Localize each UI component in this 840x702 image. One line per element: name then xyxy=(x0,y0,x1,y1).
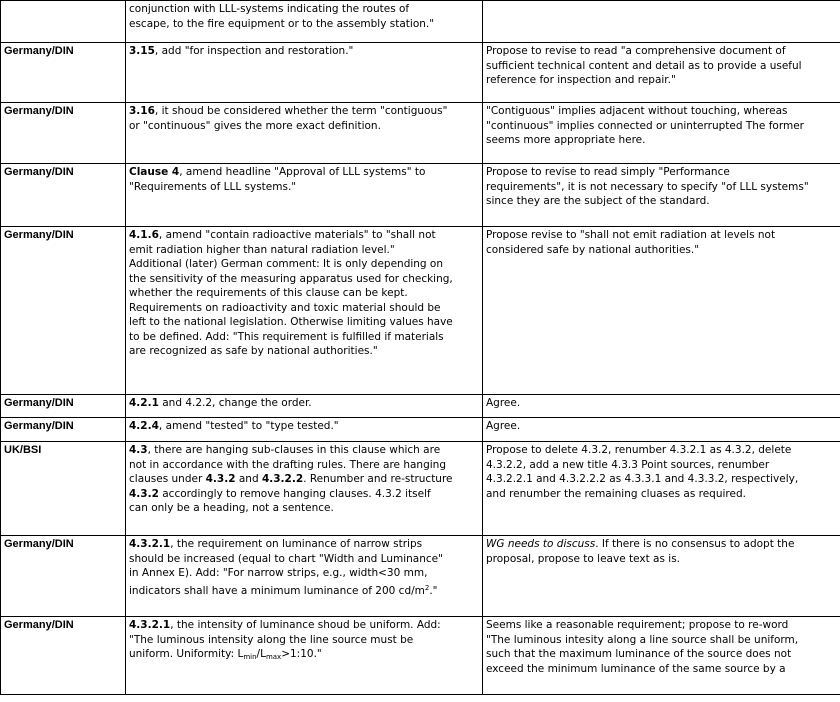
cell-text: WG needs to discuss xyxy=(486,538,596,550)
comment-cell xyxy=(126,103,483,164)
member-body-cell xyxy=(1,1,126,43)
cell-text: 4.3.2.1 xyxy=(129,619,171,631)
cell-text: Germany/DIN xyxy=(4,538,74,550)
cell-text: , amend "contain radioactive materials" to "shall not xyxy=(158,229,436,241)
cell-text: Germany/DIN xyxy=(4,397,74,409)
cell-text: 4.3.2.1 xyxy=(129,538,171,550)
cell-text: sufficient technical content and detail as to provide a useful xyxy=(486,59,802,72)
comment-cell xyxy=(126,1,483,43)
comment-cell xyxy=(126,536,483,617)
cell-text: reference for inspection and repair." xyxy=(486,74,676,86)
table-row xyxy=(1,43,840,103)
proposal-cell xyxy=(483,418,840,442)
cell-text xyxy=(129,618,479,633)
cell-text: , amend "tested" to "type tested." xyxy=(158,420,339,432)
cell-text: Requirements on radioactivity and toxic material should be xyxy=(129,301,441,314)
cell-text: to be defined. Add: "This requirement is fulfilled if materials xyxy=(129,330,444,343)
cell-text: max xyxy=(265,653,282,661)
member-body-cell xyxy=(1,164,126,227)
cell-text: 4.3.2.2, add a new title 4.3.3 Point sources, renumber xyxy=(486,458,770,471)
cell-text: , it shoud be considered whether the term "contiguous" xyxy=(154,105,448,117)
cell-text xyxy=(129,443,479,458)
comment-cell xyxy=(126,164,483,227)
cell-text: "The luminous intensity along the line source must be xyxy=(129,633,414,646)
cell-text xyxy=(129,228,479,243)
cell-text: , the intensity of luminance shoud be uniform. Add: xyxy=(170,619,441,631)
table-row xyxy=(1,164,840,227)
cell-text: indicators shall have a minimum luminance of 200 cd/m xyxy=(129,584,425,597)
cell-text: "continuous" implies connected or uninterrupted The former xyxy=(486,119,804,132)
comment-cell xyxy=(126,617,483,695)
cell-text xyxy=(129,165,479,180)
cell-text: min xyxy=(243,653,257,661)
cell-text: 4.3.2.2.1 and 4.3.2.2.2 as 4.3.3.1 and 4.3.3.2, respectively, xyxy=(486,473,799,485)
cell-text: Propose revise to "shall not emit radiation at levels not xyxy=(486,229,776,241)
cell-text: UK/BSI xyxy=(4,444,42,456)
proposal-cell xyxy=(483,103,840,164)
cell-text: 3.15 xyxy=(129,45,155,57)
member-body-cell xyxy=(1,395,126,418)
cell-text: . If there is no consensus to adopt the xyxy=(595,538,795,550)
proposal-cell xyxy=(483,43,840,103)
comment-cell xyxy=(126,227,483,395)
table-row xyxy=(1,227,840,395)
cell-text: in Annex E). Add: "For narrow strips, e.g., width<30 mm, xyxy=(129,567,428,579)
cell-text: Agree. xyxy=(486,397,521,409)
cell-text: 2 xyxy=(424,583,430,592)
cell-text: the sensitivity of the measuring apparatus used for checking, xyxy=(129,272,453,285)
cell-text: and xyxy=(235,473,262,485)
cell-text: 4.3 xyxy=(129,444,148,456)
cell-text: and 4.2.2, change the order. xyxy=(158,397,312,409)
member-body-cell xyxy=(1,442,126,536)
cell-text: ." xyxy=(429,584,438,597)
cell-text: Agree. xyxy=(486,420,521,432)
cell-text xyxy=(129,104,479,119)
cell-text: exceed the minimum luminance of the same source by a xyxy=(486,662,786,675)
member-body-cell xyxy=(1,43,126,103)
cell-text: Germany/DIN xyxy=(4,105,74,117)
member-body-cell xyxy=(1,617,126,695)
cell-text: escape, to the fire equipment or to the assembly station." xyxy=(129,17,435,30)
member-body-cell xyxy=(1,103,126,164)
cell-text: considered safe by national authorities." xyxy=(486,243,700,256)
cell-text: 4.2.4 xyxy=(129,420,159,432)
cell-text: clauses under xyxy=(129,473,206,485)
proposal-cell xyxy=(483,395,840,418)
member-body-cell xyxy=(1,418,126,442)
table-row xyxy=(1,617,840,695)
cell-text: conjunction with LLL-systems indicating the routes of xyxy=(129,3,410,15)
cell-text: uniform. Uniformity: L xyxy=(129,648,244,660)
cell-text: , amend headline "Approval of LLL systems" to xyxy=(179,166,426,178)
comment-cell xyxy=(126,442,483,536)
cell-text xyxy=(129,396,479,411)
cell-text: Clause 4 xyxy=(129,166,180,178)
proposal-cell xyxy=(483,536,840,617)
cell-text: or "continuous" gives the more exact definition. xyxy=(129,119,381,132)
cell-text: Germany/DIN xyxy=(4,420,74,432)
cell-text: 4.3.2 xyxy=(129,487,159,500)
cell-text: Germany/DIN xyxy=(4,45,74,57)
cell-text: and renumber the remaining cluases as required. xyxy=(486,487,746,500)
cell-text: proposal, propose to leave text as is. xyxy=(486,552,681,565)
cell-text: emit radiation higher than natural radiation level." xyxy=(129,243,395,256)
cell-text: , the requirement on luminance of narrow strips xyxy=(170,538,423,550)
cell-text: 4.2.1 xyxy=(129,397,159,409)
comment-cell xyxy=(126,395,483,418)
cell-text: since they are the subject of the standard. xyxy=(486,195,710,207)
cell-text: accordingly to remove hanging clauses. 4.3.2 itself xyxy=(158,487,431,500)
cell-text: , add "for inspection and restoration." xyxy=(154,45,354,57)
cell-text xyxy=(129,44,479,59)
cell-text: Seems like a reasonable requirement; propose to re-word xyxy=(486,619,789,631)
cell-text: Propose to revise to read "a comprehensive document of xyxy=(486,45,786,57)
proposal-cell xyxy=(483,164,840,227)
cell-text: seems more appropriate here. xyxy=(486,134,646,146)
cell-text: should be increased (equal to chart "Width and Luminance" xyxy=(129,552,443,565)
table-row xyxy=(1,418,840,442)
cell-text xyxy=(129,584,479,599)
proposal-cell xyxy=(483,617,840,695)
proposal-cell xyxy=(483,227,840,395)
cell-text: "Contiguous" implies adjacent without touching, whereas xyxy=(486,105,788,117)
comment-cell xyxy=(126,418,483,442)
cell-text xyxy=(129,647,479,662)
table-row xyxy=(1,395,840,418)
cell-text xyxy=(129,419,479,434)
table-row xyxy=(1,1,840,43)
cell-text: , there are hanging sub-clauses in this clause which are xyxy=(147,444,441,456)
cell-text: Germany/DIN xyxy=(4,229,74,241)
cell-text: "The luminous intesity along a line source shall be uniform, xyxy=(486,633,799,646)
cell-text: /L xyxy=(256,648,266,660)
cell-text xyxy=(129,487,479,502)
cell-text: >1:10." xyxy=(281,648,322,660)
cell-text xyxy=(129,472,479,487)
proposal-cell xyxy=(483,1,840,43)
cell-text: Germany/DIN xyxy=(4,166,74,178)
proposal-cell xyxy=(483,442,840,536)
cell-text: Propose to delete 4.3.2, renumber 4.3.2.1 as 4.3.2, delete xyxy=(486,444,792,456)
table-row xyxy=(1,103,840,164)
comment-cell xyxy=(126,43,483,103)
cell-text: 4.1.6 xyxy=(129,229,159,241)
cell-text: requirements", it is not necessary to specify "of LLL systems" xyxy=(486,180,809,193)
member-body-cell xyxy=(1,227,126,395)
cell-text: "Requirements of LLL systems." xyxy=(129,180,297,193)
cell-text: left to the national legislation. Otherwise limiting values have xyxy=(129,316,453,328)
table-row xyxy=(1,442,840,536)
cell-text: not in accordance with the drafting rules. There are hanging xyxy=(129,458,446,471)
cell-text: Propose to revise to read simply "Performance xyxy=(486,166,730,178)
cell-text: 3.16 xyxy=(129,105,155,117)
cell-text: can only be a heading, not a sentence. xyxy=(129,502,334,514)
cell-text: such that the maximum luminance of the source does not xyxy=(486,648,792,660)
cell-text: are recognized as safe by national authorities." xyxy=(129,345,378,357)
cell-text: Germany/DIN xyxy=(4,619,74,631)
cell-text xyxy=(486,537,837,552)
cell-text xyxy=(129,537,479,552)
cell-text: Additional (later) German comment: It is only depending on xyxy=(129,258,444,270)
cell-text: whether the requirements of this clause can be kept. xyxy=(129,287,408,299)
member-body-cell xyxy=(1,536,126,617)
cell-text: . Renumber and re-structure xyxy=(303,473,453,485)
cell-text: 4.3.2 xyxy=(205,473,236,485)
cell-text: 4.3.2.2 xyxy=(261,473,304,485)
table-row xyxy=(1,536,840,617)
